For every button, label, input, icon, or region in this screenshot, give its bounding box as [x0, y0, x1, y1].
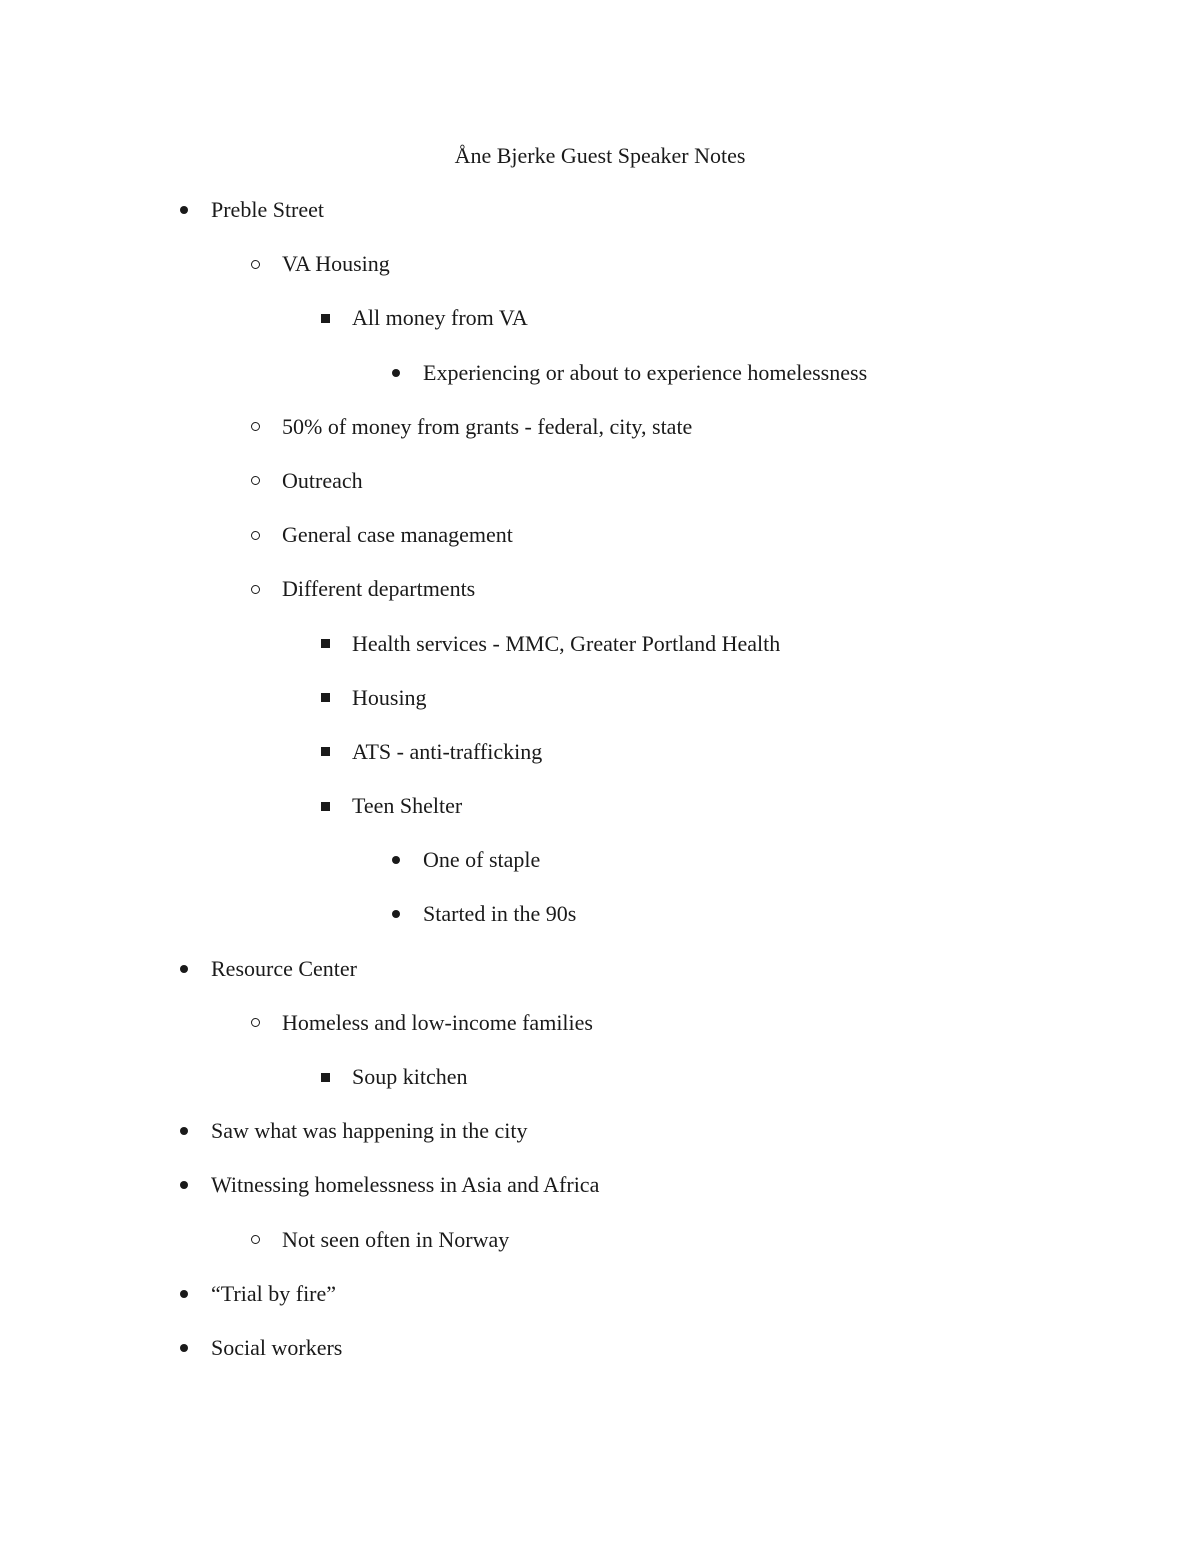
list-item — [0, 520, 1200, 574]
list-item-text: Outreach — [282, 467, 363, 493]
square-bullet-icon — [317, 791, 333, 821]
list-item-text: General case management — [282, 522, 513, 548]
hollow-circle-bullet-icon — [247, 249, 263, 279]
list-item-text: Resource Center — [211, 955, 357, 981]
list-item-text: Witnessing homelessness in Asia and Africa — [211, 1172, 600, 1198]
square-bullet-icon — [317, 1062, 333, 1092]
list-item — [0, 249, 1200, 303]
list-item — [0, 1008, 1200, 1062]
list-item-text: Preble Street — [211, 197, 325, 222]
list-item — [0, 1116, 1200, 1170]
list-item-text: Different departments — [282, 576, 476, 602]
list-item — [0, 791, 1200, 845]
filled-circle-bullet-icon — [388, 358, 404, 388]
list-item-text: Health services - MMC, Greater Portland Health — [352, 630, 781, 656]
page-title: Åne Bjerke Guest Speaker Notes — [454, 143, 746, 168]
hollow-circle-bullet-icon — [247, 412, 263, 442]
filled-circle-bullet-icon — [176, 1116, 192, 1146]
list-item — [0, 737, 1200, 791]
hollow-circle-bullet-icon — [247, 466, 263, 496]
filled-circle-bullet-icon — [176, 954, 192, 984]
hollow-circle-bullet-icon — [247, 1225, 263, 1255]
list-item — [0, 899, 1200, 953]
filled-circle-bullet-icon — [176, 1333, 192, 1363]
list-item-text: Started in the 90s — [423, 901, 577, 927]
list-item-text: Housing — [352, 684, 427, 710]
square-bullet-icon — [317, 629, 333, 659]
filled-circle-bullet-icon — [176, 1279, 192, 1309]
list-item-text: Experiencing or about to experience homelessness — [423, 359, 868, 385]
list-item-text: Soup kitchen — [352, 1064, 468, 1089]
list-item — [0, 1062, 1200, 1116]
list-item — [0, 412, 1200, 466]
filled-circle-bullet-icon — [388, 845, 404, 875]
square-bullet-icon — [317, 683, 333, 713]
list-item-text: ATS - anti-trafficking — [352, 738, 543, 764]
list-item — [0, 358, 1200, 412]
list-item — [0, 954, 1200, 1008]
list-item — [0, 629, 1200, 683]
list-item — [0, 1170, 1200, 1224]
list-item-text: 50% of money from grants - federal, city, state — [282, 413, 693, 439]
list-item — [0, 466, 1200, 520]
filled-circle-bullet-icon — [176, 195, 192, 225]
list-item — [0, 1225, 1200, 1279]
hollow-circle-bullet-icon — [247, 574, 263, 604]
list-item-text: VA Housing — [282, 251, 390, 277]
list-item — [0, 683, 1200, 737]
list-item — [0, 303, 1200, 357]
list-item-text: Not seen often in Norway — [282, 1226, 510, 1252]
list-item — [0, 1279, 1200, 1333]
square-bullet-icon — [317, 303, 333, 333]
notes-outline — [0, 195, 1200, 1387]
list-item-text: Teen Shelter — [352, 793, 463, 819]
list-item — [0, 845, 1200, 899]
filled-circle-bullet-icon — [176, 1170, 192, 1200]
list-item-text: Homeless and low-income families — [282, 1009, 593, 1035]
list-item — [0, 1333, 1200, 1387]
list-item-text: All money from VA — [352, 305, 528, 331]
list-item-text: “Trial by fire” — [211, 1280, 337, 1306]
list-item-text: One of staple — [423, 847, 541, 873]
list-item-text: Social workers — [211, 1334, 343, 1360]
filled-circle-bullet-icon — [388, 899, 404, 929]
list-item — [0, 574, 1200, 628]
square-bullet-icon — [317, 737, 333, 767]
hollow-circle-bullet-icon — [247, 520, 263, 550]
hollow-circle-bullet-icon — [247, 1008, 263, 1038]
list-item-text: Saw what was happening in the city — [211, 1118, 528, 1144]
list-item — [0, 195, 1200, 249]
